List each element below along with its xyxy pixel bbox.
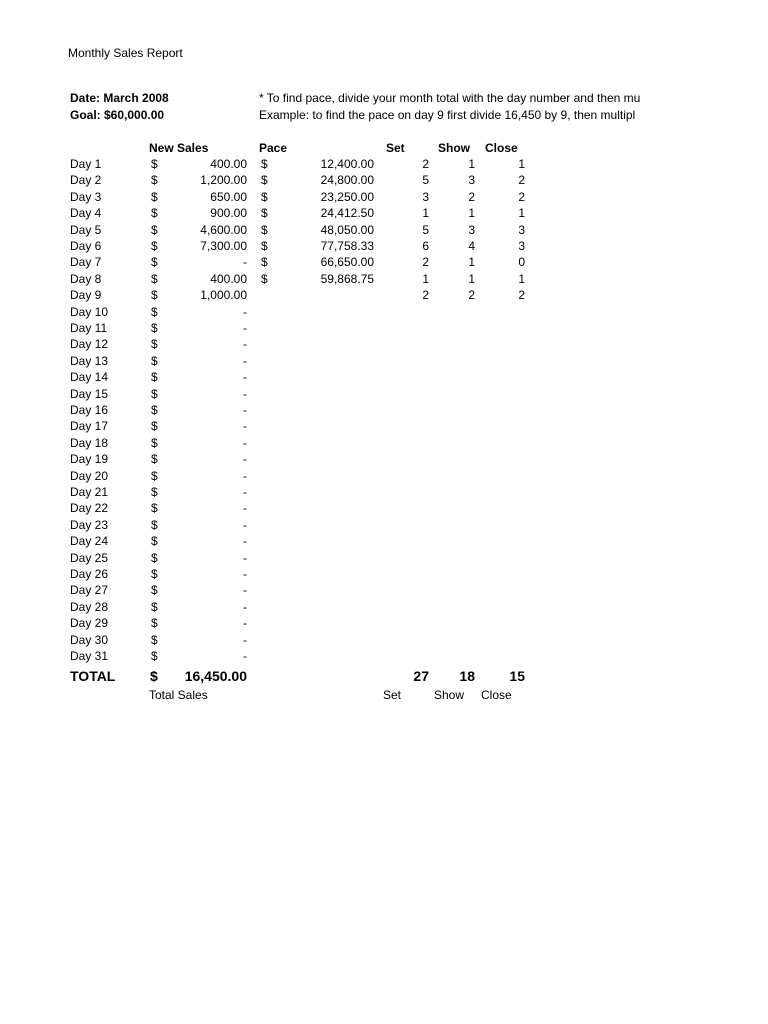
close-value: 1 <box>518 271 525 286</box>
sales-currency-symbol: $ <box>151 649 158 663</box>
new-sales-value: - <box>243 501 247 516</box>
sales-currency-symbol: $ <box>151 353 158 368</box>
table-row <box>0 190 768 206</box>
set-value: 3 <box>422 189 429 204</box>
footer-set-label: Set <box>383 688 402 702</box>
sales-currency-symbol: $ <box>151 534 158 549</box>
day-label: Day 25 <box>70 550 109 565</box>
footer-close-label: Close <box>481 688 512 702</box>
header-new-sales: New Sales <box>149 141 209 155</box>
day-label: Day 17 <box>70 419 109 434</box>
close-value: 1 <box>518 157 525 171</box>
show-value: 2 <box>468 288 475 303</box>
show-value: 1 <box>468 157 475 171</box>
new-sales-value: 400.00 <box>210 157 247 171</box>
new-sales-value: - <box>243 337 247 352</box>
pace-currency-symbol: $ <box>261 271 268 286</box>
day-label: Day 13 <box>70 353 109 368</box>
sales-currency-symbol: $ <box>151 173 158 188</box>
table-row <box>0 337 768 353</box>
new-sales-value: - <box>243 304 247 319</box>
total-currency-symbol: $ <box>150 668 158 684</box>
sales-currency-symbol: $ <box>151 485 158 499</box>
table-row <box>0 534 768 550</box>
table-row <box>0 403 768 419</box>
day-label: Day 30 <box>70 632 109 647</box>
new-sales-value: 1,000.00 <box>200 288 247 303</box>
new-sales-value: 7,300.00 <box>200 239 247 253</box>
day-label: Day 3 <box>70 189 102 204</box>
pace-currency-symbol: $ <box>261 157 268 171</box>
sales-currency-symbol: $ <box>151 468 158 483</box>
set-value: 5 <box>422 173 429 188</box>
day-label: Day 31 <box>70 649 109 663</box>
table-row <box>0 206 768 222</box>
table-row <box>0 649 768 665</box>
sales-currency-symbol: $ <box>151 616 158 631</box>
report-title: Monthly Sales Report <box>68 46 183 60</box>
sales-currency-symbol: $ <box>151 419 158 434</box>
day-label: Day 21 <box>70 485 109 499</box>
day-label: Day 19 <box>70 452 109 467</box>
total-sales-value: 16,450.00 <box>184 668 247 684</box>
pace-value: 24,800.00 <box>320 173 374 188</box>
close-value: 3 <box>518 222 525 237</box>
sales-currency-symbol: $ <box>151 321 158 335</box>
header-show: Show <box>438 141 470 155</box>
table-row <box>0 501 768 517</box>
table-row <box>0 518 768 534</box>
close-value: 2 <box>518 288 525 303</box>
sales-currency-symbol: $ <box>151 632 158 647</box>
table-row <box>0 370 768 386</box>
table-row <box>0 288 768 304</box>
sales-currency-symbol: $ <box>151 550 158 565</box>
set-value: 6 <box>422 239 429 253</box>
pace-currency-symbol: $ <box>261 206 268 221</box>
sales-currency-symbol: $ <box>151 403 158 417</box>
total-label: TOTAL <box>70 668 116 684</box>
pace-value: 66,650.00 <box>320 255 374 270</box>
sales-currency-symbol: $ <box>151 599 158 614</box>
day-label: Day 4 <box>70 206 102 221</box>
footer-show-label: Show <box>434 688 465 702</box>
new-sales-value: 900.00 <box>210 206 247 221</box>
day-label: Day 6 <box>70 239 102 253</box>
sales-currency-symbol: $ <box>151 386 158 401</box>
table-row <box>0 633 768 649</box>
new-sales-value: - <box>243 550 247 565</box>
sales-currency-symbol: $ <box>151 239 158 253</box>
table-row <box>0 616 768 632</box>
new-sales-value: - <box>243 255 247 270</box>
pace-currency-symbol: $ <box>261 173 268 188</box>
pace-currency-symbol: $ <box>261 189 268 204</box>
show-value: 1 <box>468 271 475 286</box>
set-value: 2 <box>422 288 429 303</box>
new-sales-value: - <box>243 583 247 598</box>
day-label: Day 8 <box>70 271 102 286</box>
total-close-value: 15 <box>509 668 525 684</box>
sales-currency-symbol: $ <box>151 157 158 171</box>
set-value: 1 <box>422 206 429 221</box>
close-value: 0 <box>518 255 525 270</box>
close-value: 2 <box>518 173 525 188</box>
table-row <box>0 436 768 452</box>
header-pace: Pace <box>259 141 288 155</box>
table-row <box>0 452 768 468</box>
new-sales-value: - <box>243 419 247 434</box>
table-row <box>0 485 768 501</box>
total-row <box>0 668 768 688</box>
show-value: 2 <box>468 189 475 204</box>
table-row <box>0 600 768 616</box>
table-row <box>0 255 768 271</box>
day-label: Day 28 <box>70 599 109 614</box>
day-label: Day 22 <box>70 501 109 516</box>
report-date: Date: March 2008 <box>70 91 169 105</box>
table-row <box>0 387 768 403</box>
new-sales-value: - <box>243 468 247 483</box>
table-row <box>0 272 768 288</box>
sales-currency-symbol: $ <box>151 501 158 516</box>
day-label: Day 18 <box>70 435 109 450</box>
pace-value: 12,400.00 <box>320 157 374 171</box>
set-value: 5 <box>422 222 429 237</box>
day-label: Day 11 <box>70 321 108 335</box>
new-sales-value: - <box>243 649 247 663</box>
pace-value: 23,250.00 <box>320 189 374 204</box>
day-label: Day 27 <box>70 583 109 598</box>
table-row <box>0 354 768 370</box>
table-row <box>0 305 768 321</box>
pace-currency-symbol: $ <box>261 239 268 253</box>
table-row <box>0 157 768 173</box>
pace-currency-symbol: $ <box>261 255 268 270</box>
header-set: Set <box>386 141 405 155</box>
table-row <box>0 419 768 435</box>
show-value: 1 <box>468 255 475 270</box>
new-sales-value: - <box>243 370 247 385</box>
new-sales-value: - <box>243 321 247 335</box>
show-value: 3 <box>468 222 475 237</box>
day-label: Day 15 <box>70 386 109 401</box>
show-value: 1 <box>468 206 475 221</box>
new-sales-value: - <box>243 616 247 631</box>
new-sales-value: - <box>243 353 247 368</box>
close-value: 3 <box>518 239 525 253</box>
sales-currency-symbol: $ <box>151 288 158 303</box>
set-value: 2 <box>422 157 429 171</box>
day-label: Day 23 <box>70 517 109 532</box>
new-sales-value: - <box>243 567 247 581</box>
pace-example-note: Example: to find the pace on day 9 first divide 16,450 by 9, then multipl <box>259 108 636 122</box>
sales-currency-symbol: $ <box>151 583 158 598</box>
pace-value: 24,412.50 <box>320 206 374 221</box>
set-value: 2 <box>422 255 429 270</box>
day-label: Day 1 <box>70 157 102 171</box>
close-value: 2 <box>518 189 525 204</box>
day-label: Day 7 <box>70 255 102 270</box>
sales-currency-symbol: $ <box>151 189 158 204</box>
sales-currency-symbol: $ <box>151 222 158 237</box>
day-label: Day 20 <box>70 468 109 483</box>
day-label: Day 29 <box>70 616 109 631</box>
table-row <box>0 551 768 567</box>
show-value: 4 <box>468 239 475 253</box>
new-sales-value: - <box>243 435 247 450</box>
sales-currency-symbol: $ <box>151 271 158 286</box>
header-close: Close <box>485 141 518 155</box>
table-row <box>0 469 768 485</box>
new-sales-value: - <box>243 485 247 499</box>
show-value: 3 <box>468 173 475 188</box>
pace-value: 48,050.00 <box>320 222 374 237</box>
table-row <box>0 583 768 599</box>
set-value: 1 <box>422 271 429 286</box>
total-show-value: 18 <box>459 668 475 684</box>
footer-total-sales-label: Total Sales <box>149 688 208 702</box>
pace-instruction-note: * To find pace, divide your month total with the day number and then mu <box>259 91 641 105</box>
sales-currency-symbol: $ <box>151 370 158 385</box>
report-goal: Goal: $60,000.00 <box>70 108 165 122</box>
total-set-value: 27 <box>413 668 429 684</box>
table-row <box>0 567 768 583</box>
day-label: Day 12 <box>70 337 109 352</box>
new-sales-value: 650.00 <box>210 189 247 204</box>
new-sales-value: - <box>243 403 247 417</box>
day-label: Day 5 <box>70 222 102 237</box>
day-label: Day 10 <box>70 304 109 319</box>
sales-currency-symbol: $ <box>151 337 158 352</box>
new-sales-value: - <box>243 599 247 614</box>
pace-value: 59,868.75 <box>320 271 374 286</box>
day-label: Day 24 <box>70 534 109 549</box>
table-row <box>0 321 768 337</box>
sales-currency-symbol: $ <box>151 304 158 319</box>
table-row <box>0 173 768 189</box>
sales-currency-symbol: $ <box>151 517 158 532</box>
table-row <box>0 223 768 239</box>
day-label: Day 2 <box>70 173 102 188</box>
new-sales-value: - <box>243 517 247 532</box>
sales-currency-symbol: $ <box>151 452 158 467</box>
pace-currency-symbol: $ <box>261 222 268 237</box>
new-sales-value: 400.00 <box>210 271 247 286</box>
day-label: Day 9 <box>70 288 102 303</box>
day-label: Day 16 <box>70 403 109 417</box>
new-sales-value: - <box>243 386 247 401</box>
new-sales-value: - <box>243 632 247 647</box>
day-label: Day 26 <box>70 567 109 581</box>
close-value: 1 <box>518 206 525 221</box>
new-sales-value: - <box>243 534 247 549</box>
sales-currency-symbol: $ <box>151 206 158 221</box>
day-label: Day 14 <box>70 370 109 385</box>
new-sales-value: - <box>243 452 247 467</box>
sales-currency-symbol: $ <box>151 435 158 450</box>
sales-currency-symbol: $ <box>151 567 158 581</box>
new-sales-value: 1,200.00 <box>200 173 247 188</box>
table-row <box>0 239 768 255</box>
sales-currency-symbol: $ <box>151 255 158 270</box>
new-sales-value: 4,600.00 <box>200 222 247 237</box>
pace-value: 77,758.33 <box>320 239 374 253</box>
